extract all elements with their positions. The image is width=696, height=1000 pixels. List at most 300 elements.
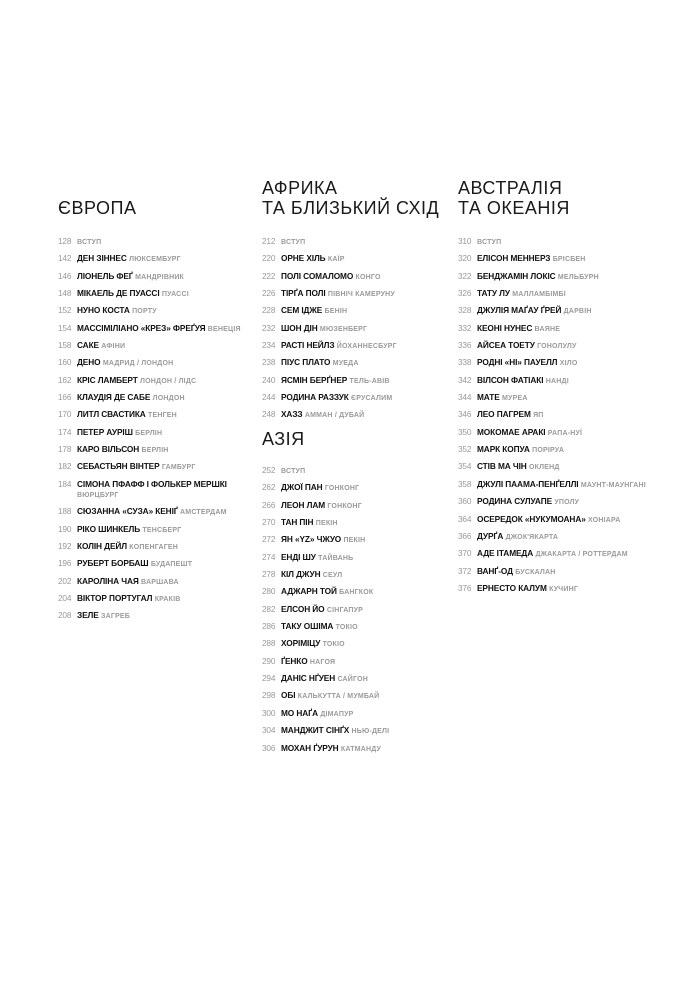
toc-entry [458, 357, 658, 369]
toc-entry [458, 271, 658, 283]
toc-entry-text [477, 253, 658, 265]
toc-entry [262, 236, 442, 248]
toc-city: ДАРВІН [563, 308, 592, 316]
toc-page-number: 354 [458, 461, 472, 472]
toc-city: СІНГАПУР [326, 606, 364, 614]
toc-entry-text [281, 288, 442, 300]
toc-city: ТЕНСБЕРГ [142, 526, 182, 534]
toc-entry [458, 392, 658, 404]
toc-page-number: 328 [458, 305, 472, 316]
australia-column [458, 178, 658, 600]
toc-entry [458, 479, 658, 491]
toc-entry-text [477, 427, 658, 439]
toc-entry-text [281, 638, 442, 650]
toc-entry-text [281, 621, 442, 633]
toc-city: МУЕДА [332, 360, 359, 368]
toc-page-number: 332 [458, 322, 472, 333]
toc-artist-name: ДУРҐА [477, 530, 504, 541]
toc-city: УПОЛУ [554, 499, 580, 507]
toc-artist-name: ШОН ДІН [281, 322, 318, 333]
toc-city: МЕЛЬБУРН [557, 273, 599, 281]
toc-entry [262, 340, 442, 352]
toc-entry [262, 305, 442, 317]
toc-entry [458, 323, 658, 335]
toc-entry [262, 465, 442, 477]
toc-city: МЮЗЕНБЕРГ [319, 325, 368, 333]
toc-artist-name: ДЖОЇ ПАН [281, 482, 323, 493]
toc-entry-text [77, 479, 248, 501]
toc-entry-text [281, 743, 442, 755]
toc-entry [262, 586, 442, 598]
toc-artist-name: ПІУС ПЛАТО [281, 357, 331, 368]
toc-page-number: 232 [262, 322, 276, 333]
toc-city: БРІСБЕН [552, 256, 586, 264]
toc-entry [262, 673, 442, 685]
toc-entry-text [281, 340, 442, 352]
toc-entry-text [77, 506, 248, 518]
toc-entry-text [477, 375, 658, 387]
toc-artist-name: КРІС ЛАМБЕРТ [77, 374, 138, 385]
toc-artist-name: КЛАУДІЯ ДЕ САБЕ [77, 392, 151, 403]
toc-city: ПЕКІН [343, 537, 366, 545]
toc-entry [58, 253, 248, 265]
toc-entry [262, 500, 442, 512]
toc-entry-text [477, 444, 658, 456]
toc-city: АФІНИ [101, 343, 126, 351]
toc-page-number: 352 [458, 444, 472, 455]
toc-artist-name: ЕЛСОН ЙО [281, 603, 325, 614]
toc-entry [58, 506, 248, 518]
toc-entry-text [477, 566, 658, 578]
toc-entry [58, 409, 248, 421]
toc-artist-name: ХОРІМІЦУ [281, 638, 321, 649]
toc-page-number: 322 [458, 270, 472, 281]
toc-city: БЕРЛІН [141, 447, 169, 455]
toc-artist-name: ОРНЕ ХІЛЬ [281, 253, 326, 264]
toc-entry-text [77, 409, 248, 421]
toc-entry [458, 305, 658, 317]
toc-page-number: 326 [458, 288, 472, 299]
toc-entry-text [477, 531, 658, 543]
toc-city: ГОНОЛУЛУ [537, 343, 577, 351]
toc-artist-name: СІМОНА ПФАФФ І ФОЛЬКЕР МЕРШКІ [77, 478, 227, 489]
toc-page-number: 184 [58, 478, 72, 489]
toc-artist-name: ТАКУ ОШІМА [281, 621, 334, 632]
toc-page-number: 228 [262, 305, 276, 316]
toc-intro-label: ВСТУП [281, 468, 306, 475]
toc-artist-name: ВІЛСОН ФАТІАКІ [477, 374, 544, 385]
toc-city: ПЕКІН [315, 520, 338, 528]
toc-entry-text [77, 444, 248, 456]
toc-entry [262, 552, 442, 564]
toc-city: БУСКАЛАН [515, 568, 556, 576]
toc-city: ТЕЛЬ-АВІВ [349, 377, 390, 385]
asia-toc-list [262, 465, 442, 755]
toc-city: НАНДІ [545, 377, 569, 385]
toc-city: БЕРЛІН [135, 429, 163, 437]
toc-page-number: 372 [458, 565, 472, 576]
toc-entry-text [281, 392, 442, 404]
toc-artist-name: МАНДЖИТ СІНҐХ [281, 725, 350, 736]
toc-entry [262, 621, 442, 633]
toc-page-number: 278 [262, 569, 276, 580]
toc-city: ДЖОК'ЯКАРТА [505, 533, 559, 541]
toc-entry [458, 444, 658, 456]
toc-page-number: 366 [458, 530, 472, 541]
toc-entry-text [77, 461, 248, 473]
toc-intro-label: ВСТУП [281, 239, 306, 246]
toc-page-number: 364 [458, 513, 472, 524]
toc-page-number: 166 [58, 392, 72, 403]
toc-city: ХОНІАРА [588, 516, 621, 524]
toc-city: ХІЛО [559, 360, 578, 368]
toc-entry-text [77, 253, 248, 265]
toc-page-number: 290 [262, 655, 276, 666]
toc-city: ЛОНДОН [152, 395, 185, 403]
toc-artist-name: ЛІОНЕЛЬ ФЕҐ [77, 270, 133, 281]
toc-artist-name: ДЖУЛІЯ МАҐАУ ҐРЕЙ [477, 305, 562, 316]
toc-page-number: 272 [262, 534, 276, 545]
toc-artist-name: ТІРҐА ПОЛІ [281, 288, 326, 299]
toc-entry-text [77, 271, 248, 283]
toc-city: ОКЛЕНД [529, 464, 560, 472]
toc-city: ГОНКОНГ [324, 485, 360, 493]
africa-toc-list [262, 236, 442, 421]
toc-page-number: 190 [58, 523, 72, 534]
toc-page-number: 142 [58, 253, 72, 264]
toc-artist-name: КАРО ВІЛЬСОН [77, 444, 140, 455]
toc-page-number: 346 [458, 409, 472, 420]
toc-artist-name: СЕБАСТЬЯН ВІНТЕР [77, 461, 160, 472]
toc-artist-name: ВАНҐ-ОД [477, 565, 513, 576]
toc-entry [262, 743, 442, 755]
toc-artist-name: КОЛІН ДЕЙЛ [77, 540, 127, 551]
toc-entry [58, 558, 248, 570]
toc-city: ТОКІО [335, 624, 358, 632]
toc-entry [58, 392, 248, 404]
toc-page-number: 174 [58, 426, 72, 437]
toc-entry-text [281, 409, 442, 421]
toc-artist-name: РОДИНА РАЗЗУК [281, 392, 349, 403]
toc-entry [458, 496, 658, 508]
toc-page-number: 310 [458, 236, 472, 246]
toc-city: ЄРУСАЛИМ [351, 395, 393, 403]
toc-entry-text [77, 524, 248, 536]
toc-city: ГАМБУРГ [161, 464, 196, 472]
toc-city: МАНДРІВНИК [135, 273, 185, 281]
toc-city: ЯП [533, 412, 544, 420]
toc-entry-text [477, 548, 658, 560]
toc-city: ПІВНІЧ КАМЕРУНУ [327, 291, 395, 299]
toc-entry [262, 409, 442, 421]
toc-entry [458, 375, 658, 387]
toc-artist-name: РОДНІ «НІ» ПАУЕЛЛ [477, 357, 558, 368]
toc-artist-name: МАТЕ [477, 392, 500, 403]
toc-artist-name: ЕЛІСОН МЕННЕРЗ [477, 253, 551, 264]
toc-entry-text [77, 576, 248, 588]
toc-artist-name: ЛЕОН ЛАМ [281, 499, 326, 510]
toc-entry-text [77, 288, 248, 300]
toc-artist-name: ЯСМІН БЕРҐНЕР [281, 374, 348, 385]
toc-entry-text [477, 271, 658, 283]
toc-artist-name: МОХАН ҐУРУН [281, 742, 339, 753]
toc-city: ПОРІРУА [532, 447, 565, 455]
toc-entry-text [281, 552, 442, 564]
toc-city: КАЇР [327, 256, 345, 264]
toc-page-number: 262 [262, 482, 276, 493]
toc-page-number: 274 [262, 551, 276, 562]
toc-entry-text [281, 656, 442, 668]
toc-page-number: 152 [58, 305, 72, 316]
toc-entry-text [77, 340, 248, 352]
toc-page-number: 162 [58, 374, 72, 385]
toc-entry [58, 271, 248, 283]
toc-artist-name: ЕРНЕСТО КАЛУМ [477, 582, 547, 593]
toc-entry-text [77, 558, 248, 570]
toc-entry-text [77, 610, 248, 622]
toc-city: ВЕНЕЦІЯ [207, 325, 241, 333]
toc-entry [262, 604, 442, 616]
toc-entry [458, 253, 658, 265]
toc-page-number: 320 [458, 253, 472, 264]
toc-entry-text [281, 465, 442, 477]
toc-page-number: 360 [458, 496, 472, 507]
toc-entry [262, 482, 442, 494]
toc-city: НАГОЯ [309, 658, 336, 666]
toc-artist-name: СЕМ ІДЖЕ [281, 305, 323, 316]
toc-page-number: 280 [262, 586, 276, 597]
toc-city: ПУАССІ [161, 291, 189, 299]
toc-entry [262, 656, 442, 668]
toc-entry-text [77, 541, 248, 553]
toc-entry [58, 323, 248, 335]
toc-page-number: 252 [262, 465, 276, 475]
toc-city: ЛОНДОН / ЛІДС [140, 377, 197, 385]
toc-city: КУЧИНГ [549, 585, 579, 593]
toc-city: ВАЯНЕ [534, 325, 561, 333]
toc-city: КАТМАНДУ [340, 745, 382, 753]
toc-page-number: 128 [58, 236, 72, 246]
toc-city: БЕНІН [324, 308, 348, 316]
toc-city: МАУНТ-МАУНГАНІ [580, 481, 646, 489]
toc-artist-name: САКЕ [77, 340, 99, 351]
toc-artist-name: МАРК КОПУА [477, 444, 530, 455]
toc-entry-text [477, 409, 658, 421]
toc-page-number: 240 [262, 374, 276, 385]
toc-entry-text [281, 517, 442, 529]
section-title-africa: АФРИКА ТА БЛИЗЬКИЙ СХІД [262, 178, 440, 218]
toc-page-number: 226 [262, 288, 276, 299]
toc-artist-name: МОКОМАЕ АРАКІ [477, 426, 546, 437]
toc-artist-name: РАСТІ НЕЙЛЗ [281, 340, 335, 351]
europe-column [58, 198, 248, 628]
toc-artist-name: МІКАЕЛЬ ДЕ ПУАССІ [77, 288, 160, 299]
toc-city: ВАРШАВА [141, 578, 179, 586]
toc-artist-name: ТАТУ ЛУ [477, 288, 510, 299]
toc-page-number: 298 [262, 690, 276, 701]
toc-artist-name: АЙСЕА ТОЕТУ [477, 340, 535, 351]
toc-page-number: 202 [58, 575, 72, 586]
toc-entry [458, 409, 658, 421]
toc-entry [262, 569, 442, 581]
toc-entry-text [281, 357, 442, 369]
toc-page-number: 154 [58, 322, 72, 333]
toc-city: КАЛЬКУТТА / МУМБАЙ [297, 693, 380, 701]
toc-page-number: 266 [262, 499, 276, 510]
toc-intro-label: ВСТУП [477, 239, 502, 246]
toc-artist-name: МАССІМІЛІАНО «КРЕЗ» ФРЕҐУЯ [77, 322, 206, 333]
toc-artist-name: РІКО ШИНКЕЛЬ [77, 523, 141, 534]
section-title-asia: АЗІЯ [262, 429, 305, 449]
toc-artist-name: МО НАҐА [281, 707, 318, 718]
toc-entry [262, 375, 442, 387]
toc-city: БУДАПЕШТ [150, 561, 193, 569]
toc-entry [58, 461, 248, 473]
toc-artist-name: РОДИНА СУЛУАПЕ [477, 496, 552, 507]
toc-city: АМСТЕРДАМ [180, 509, 227, 517]
toc-city: ДІМАПУР [320, 710, 354, 718]
toc-entry [262, 357, 442, 369]
toc-intro-label: ВСТУП [77, 239, 102, 246]
toc-city: ВЮРЦБУРГ [77, 491, 119, 499]
toc-entry [58, 610, 248, 622]
toc-entry [58, 593, 248, 605]
toc-city: ПОРТУ [132, 308, 157, 316]
toc-city: БАНГКОК [339, 589, 374, 597]
toc-page-number: 220 [262, 253, 276, 264]
toc-entry-text [77, 593, 248, 605]
australia-toc-list [458, 236, 658, 595]
toc-city: КОПЕНГАГЕН [129, 543, 179, 551]
toc-page-number: 244 [262, 392, 276, 403]
toc-artist-name: ҐЕНКО [281, 655, 308, 666]
toc-entry-text [477, 236, 658, 248]
toc-entry [58, 479, 248, 501]
toc-city: МАДРИД / ЛОНДОН [102, 360, 174, 368]
toc-city: МУРЕА [502, 395, 528, 403]
toc-entry-text [77, 357, 248, 369]
toc-artist-name: ТАН ПІН [281, 517, 314, 528]
section-title-australia: АВСТРАЛІЯ ТА ОКЕАНІЯ [458, 178, 570, 218]
toc-entry [262, 392, 442, 404]
toc-artist-name: РУБЕРТ БОРБАШ [77, 558, 149, 569]
toc-entry-text [77, 305, 248, 317]
toc-entry [458, 583, 658, 595]
toc-city: КОНГО [355, 273, 381, 281]
toc-entry [458, 340, 658, 352]
toc-artist-name: ДАНІС НҐУЕН [281, 673, 336, 684]
toc-page-number: 304 [262, 725, 276, 736]
toc-page-number: 158 [58, 340, 72, 351]
toc-entry [458, 514, 658, 526]
toc-city: ТОКІО [322, 641, 345, 649]
toc-page-number: 234 [262, 340, 276, 351]
toc-entry [458, 236, 658, 248]
toc-city: СЕУЛ [322, 572, 343, 580]
toc-entry-text [281, 305, 442, 317]
toc-page-number: 300 [262, 707, 276, 718]
toc-entry [58, 357, 248, 369]
toc-page-number: 286 [262, 621, 276, 632]
toc-page-number: 222 [262, 270, 276, 281]
toc-entry [58, 305, 248, 317]
toc-entry-text [477, 288, 658, 300]
toc-artist-name: ДЕН ЗІННЕС [77, 253, 127, 264]
toc-city: ТЕНГЕН [148, 412, 177, 420]
toc-artist-name: ВІКТОР ПОРТУГАЛ [77, 592, 153, 603]
toc-entry-text [281, 375, 442, 387]
toc-page-number: 188 [58, 506, 72, 517]
toc-page-number: 282 [262, 603, 276, 614]
toc-entry-text [477, 583, 658, 595]
toc-page-number: 208 [58, 610, 72, 621]
toc-entry-text [281, 708, 442, 720]
toc-entry-text [281, 482, 442, 494]
toc-entry-text [77, 427, 248, 439]
toc-entry [262, 517, 442, 529]
section-title-europe: ЄВРОПА [58, 198, 137, 218]
toc-artist-name: ЯН «YZ» ЧЖУО [281, 534, 342, 545]
toc-city: РАПА-НУЇ [547, 429, 583, 437]
toc-page-number: 204 [58, 592, 72, 603]
toc-page-number: 294 [262, 673, 276, 684]
toc-entry-text [477, 392, 658, 404]
toc-entry [262, 690, 442, 702]
toc-city: ЗАГРЕБ [101, 613, 130, 621]
toc-entry-text [77, 375, 248, 387]
toc-entry [58, 375, 248, 387]
toc-page-number: 248 [262, 409, 276, 420]
toc-entry [262, 708, 442, 720]
toc-page-number: 338 [458, 357, 472, 368]
toc-entry-text [477, 461, 658, 473]
toc-page-number: 350 [458, 426, 472, 437]
toc-entry-text [77, 236, 248, 248]
toc-artist-name: ДЖУЛІ ПААМА-ПЕНҐЕЛЛІ [477, 478, 579, 489]
toc-entry [262, 271, 442, 283]
toc-page-number: 336 [458, 340, 472, 351]
toc-artist-name: ЛЕО ПАГРЕМ [477, 409, 531, 420]
toc-entry-text [477, 496, 658, 508]
toc-city: ТАЙВАНЬ [318, 554, 354, 562]
toc-entry [262, 288, 442, 300]
toc-entry [58, 288, 248, 300]
toc-entry [262, 323, 442, 335]
toc-entry-text [281, 271, 442, 283]
toc-page-number: 238 [262, 357, 276, 368]
toc-entry [58, 576, 248, 588]
toc-entry-text [77, 323, 248, 335]
toc-entry-text [281, 236, 442, 248]
toc-page-number: 270 [262, 517, 276, 528]
toc-entry [58, 541, 248, 553]
toc-artist-name: НУНО КОСТА [77, 305, 130, 316]
toc-entry [58, 340, 248, 352]
toc-city: КРАКІВ [154, 595, 181, 603]
toc-city: АММАН / ДУБАЙ [304, 412, 365, 420]
toc-city: ДЖАКАРТА / РОТТЕРДАМ [535, 551, 628, 559]
toc-entry [458, 427, 658, 439]
toc-entry-text [281, 690, 442, 702]
toc-entry [458, 566, 658, 578]
toc-artist-name: ЕНДІ ШУ [281, 551, 316, 562]
toc-entry-text [477, 323, 658, 335]
toc-entry-text [281, 725, 442, 737]
toc-page-number: 182 [58, 461, 72, 472]
toc-artist-name: ОСЕРЕДОК «НУКУМОАНА» [477, 513, 586, 524]
toc-entry [262, 534, 442, 546]
europe-toc-list [58, 236, 248, 622]
